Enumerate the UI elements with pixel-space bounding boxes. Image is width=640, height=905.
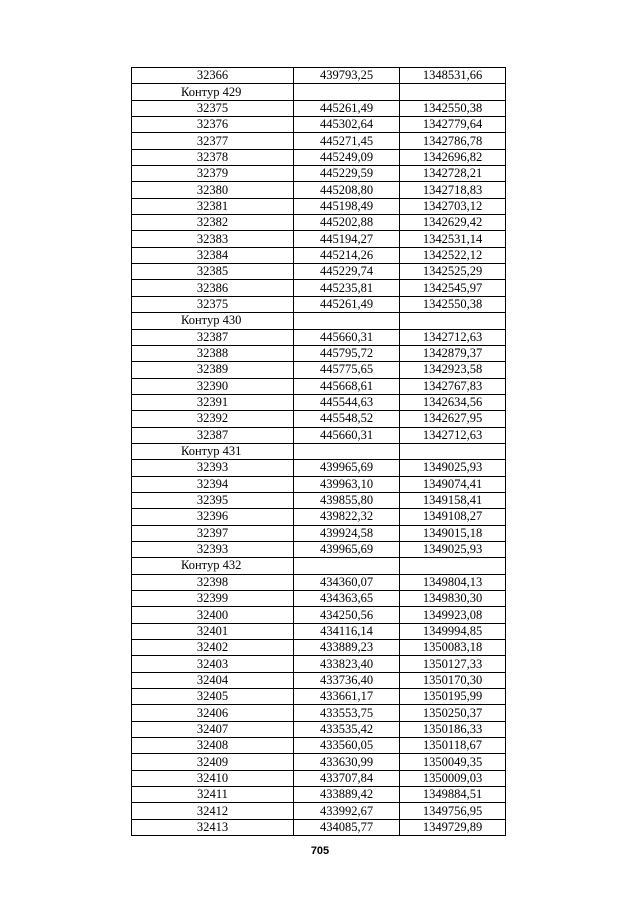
point-number: 32407	[132, 721, 294, 737]
y-coordinate: 1350127,33	[400, 656, 506, 672]
y-coordinate: 1342712,63	[400, 329, 506, 345]
x-coordinate: 445194,27	[294, 231, 400, 247]
table-row	[132, 541, 506, 557]
point-number: 32378	[132, 149, 294, 165]
x-coordinate: 434363,65	[294, 591, 400, 607]
y-coordinate: 1349830,30	[400, 591, 506, 607]
y-coordinate: 1350170,30	[400, 672, 506, 688]
y-coordinate: 1342696,82	[400, 149, 506, 165]
point-number: 32392	[132, 411, 294, 427]
table-row	[132, 623, 506, 639]
table-row	[132, 492, 506, 508]
y-coordinate: 1342634,56	[400, 394, 506, 410]
table-row	[132, 705, 506, 721]
table-row	[132, 231, 506, 247]
table-row	[132, 362, 506, 378]
y-coordinate: 1350186,33	[400, 721, 506, 737]
point-number: 32411	[132, 787, 294, 803]
table-row	[132, 509, 506, 525]
y-coordinate: 1342629,42	[400, 215, 506, 231]
table-row	[132, 640, 506, 656]
point-number: 32398	[132, 574, 294, 590]
table-row	[132, 476, 506, 492]
table-row	[132, 574, 506, 590]
point-number: 32404	[132, 672, 294, 688]
table-row	[132, 264, 506, 280]
x-coordinate: 445660,31	[294, 329, 400, 345]
x-coordinate: 445261,49	[294, 100, 400, 116]
table-row	[132, 803, 506, 819]
x-coordinate: 445668,61	[294, 378, 400, 394]
y-coordinate: 1342718,83	[400, 182, 506, 198]
y-coordinate: 1349158,41	[400, 492, 506, 508]
table-row	[132, 427, 506, 443]
x-coordinate: 434116,14	[294, 623, 400, 639]
y-coordinate: 1350250,37	[400, 705, 506, 721]
page-number: 705	[310, 845, 330, 857]
contour-label: Контур 429	[132, 84, 294, 100]
x-coordinate: 445249,09	[294, 149, 400, 165]
empty-cell	[294, 84, 400, 100]
empty-cell	[294, 313, 400, 329]
point-number: 32390	[132, 378, 294, 394]
table-row	[132, 117, 506, 133]
table-row	[132, 411, 506, 427]
y-coordinate: 1349015,18	[400, 525, 506, 541]
y-coordinate: 1342627,95	[400, 411, 506, 427]
table-row	[132, 754, 506, 770]
point-number: 32393	[132, 460, 294, 476]
x-coordinate: 445302,64	[294, 117, 400, 133]
point-number: 32393	[132, 541, 294, 557]
coordinates-table	[131, 67, 506, 836]
table-row	[132, 166, 506, 182]
y-coordinate: 1342779,64	[400, 117, 506, 133]
x-coordinate: 433553,75	[294, 705, 400, 721]
point-number: 32395	[132, 492, 294, 508]
x-coordinate: 445229,59	[294, 166, 400, 182]
y-coordinate: 1349756,95	[400, 803, 506, 819]
point-number: 32388	[132, 345, 294, 361]
x-coordinate: 445660,31	[294, 427, 400, 443]
x-coordinate: 445271,45	[294, 133, 400, 149]
table-row	[132, 460, 506, 476]
x-coordinate: 433630,99	[294, 754, 400, 770]
contour-header-row	[132, 84, 506, 100]
empty-cell	[294, 558, 400, 574]
point-number: 32410	[132, 770, 294, 786]
x-coordinate: 439855,80	[294, 492, 400, 508]
x-coordinate: 439965,69	[294, 460, 400, 476]
y-coordinate: 1349074,41	[400, 476, 506, 492]
point-number: 32382	[132, 215, 294, 231]
point-number: 32396	[132, 509, 294, 525]
table-row	[132, 329, 506, 345]
x-coordinate: 433661,17	[294, 689, 400, 705]
coordinates-table-body	[132, 68, 506, 836]
point-number: 32413	[132, 819, 294, 835]
table-row	[132, 345, 506, 361]
point-number: 32391	[132, 394, 294, 410]
table-row	[132, 100, 506, 116]
table-row	[132, 182, 506, 198]
point-number: 32376	[132, 117, 294, 133]
x-coordinate: 439924,58	[294, 525, 400, 541]
y-coordinate: 1349729,89	[400, 819, 506, 835]
point-number: 32408	[132, 738, 294, 754]
table-row	[132, 738, 506, 754]
point-number: 32387	[132, 329, 294, 345]
point-number: 32386	[132, 280, 294, 296]
table-row	[132, 198, 506, 214]
point-number: 32402	[132, 640, 294, 656]
point-number: 32397	[132, 525, 294, 541]
y-coordinate: 1342531,14	[400, 231, 506, 247]
contour-header-row	[132, 558, 506, 574]
contour-header-row	[132, 443, 506, 459]
x-coordinate: 434360,07	[294, 574, 400, 590]
y-coordinate: 1342545,97	[400, 280, 506, 296]
point-number: 32385	[132, 264, 294, 280]
x-coordinate: 439793,25	[294, 68, 400, 84]
point-number: 32379	[132, 166, 294, 182]
table-row	[132, 378, 506, 394]
y-coordinate: 1350009,03	[400, 770, 506, 786]
table-row	[132, 689, 506, 705]
contour-label: Контур 431	[132, 443, 294, 459]
table-row	[132, 607, 506, 623]
contour-header-row	[132, 313, 506, 329]
point-number: 32406	[132, 705, 294, 721]
y-coordinate: 1342550,38	[400, 296, 506, 312]
x-coordinate: 433736,40	[294, 672, 400, 688]
point-number: 32400	[132, 607, 294, 623]
empty-cell	[400, 84, 506, 100]
table-row	[132, 296, 506, 312]
y-coordinate: 1342767,83	[400, 378, 506, 394]
y-coordinate: 1342525,29	[400, 264, 506, 280]
empty-cell	[294, 443, 400, 459]
table-row	[132, 133, 506, 149]
point-number: 32383	[132, 231, 294, 247]
table-row	[132, 591, 506, 607]
point-number: 32384	[132, 247, 294, 263]
point-number: 32394	[132, 476, 294, 492]
x-coordinate: 445202,88	[294, 215, 400, 231]
table-row	[132, 394, 506, 410]
x-coordinate: 433560,05	[294, 738, 400, 754]
y-coordinate: 1349025,93	[400, 460, 506, 476]
point-number: 32401	[132, 623, 294, 639]
point-number: 32389	[132, 362, 294, 378]
y-coordinate: 1349994,85	[400, 623, 506, 639]
y-coordinate: 1350083,18	[400, 640, 506, 656]
x-coordinate: 445198,49	[294, 198, 400, 214]
y-coordinate: 1349108,27	[400, 509, 506, 525]
point-number: 32377	[132, 133, 294, 149]
table-row	[132, 149, 506, 165]
contour-label: Контур 432	[132, 558, 294, 574]
y-coordinate: 1342879,37	[400, 345, 506, 361]
y-coordinate: 1342522,12	[400, 247, 506, 263]
x-coordinate: 445235,81	[294, 280, 400, 296]
table-row	[132, 247, 506, 263]
table-row	[132, 68, 506, 84]
table-row	[132, 656, 506, 672]
y-coordinate: 1342703,12	[400, 198, 506, 214]
empty-cell	[400, 313, 506, 329]
point-number: 32405	[132, 689, 294, 705]
y-coordinate: 1349884,51	[400, 787, 506, 803]
y-coordinate: 1350049,35	[400, 754, 506, 770]
table-row	[132, 819, 506, 835]
x-coordinate: 439963,10	[294, 476, 400, 492]
y-coordinate: 1342728,21	[400, 166, 506, 182]
point-number: 32366	[132, 68, 294, 84]
contour-label: Контур 430	[132, 313, 294, 329]
table-row	[132, 215, 506, 231]
y-coordinate: 1350118,67	[400, 738, 506, 754]
y-coordinate: 1349025,93	[400, 541, 506, 557]
point-number: 32375	[132, 296, 294, 312]
point-number: 32412	[132, 803, 294, 819]
x-coordinate: 439965,69	[294, 541, 400, 557]
x-coordinate: 439822,32	[294, 509, 400, 525]
x-coordinate: 434250,56	[294, 607, 400, 623]
x-coordinate: 434085,77	[294, 819, 400, 835]
x-coordinate: 445548,52	[294, 411, 400, 427]
x-coordinate: 433823,40	[294, 656, 400, 672]
x-coordinate: 445544,63	[294, 394, 400, 410]
table-row	[132, 525, 506, 541]
x-coordinate: 445775,65	[294, 362, 400, 378]
x-coordinate: 433992,67	[294, 803, 400, 819]
x-coordinate: 445261,49	[294, 296, 400, 312]
point-number: 32403	[132, 656, 294, 672]
y-coordinate: 1349804,13	[400, 574, 506, 590]
x-coordinate: 433889,42	[294, 787, 400, 803]
point-number: 32380	[132, 182, 294, 198]
x-coordinate: 433889,23	[294, 640, 400, 656]
x-coordinate: 445229,74	[294, 264, 400, 280]
y-coordinate: 1350195,99	[400, 689, 506, 705]
point-number: 32387	[132, 427, 294, 443]
y-coordinate: 1342923,58	[400, 362, 506, 378]
y-coordinate: 1349923,08	[400, 607, 506, 623]
y-coordinate: 1342712,63	[400, 427, 506, 443]
point-number: 32409	[132, 754, 294, 770]
point-number: 32375	[132, 100, 294, 116]
x-coordinate: 433535,42	[294, 721, 400, 737]
table-row	[132, 721, 506, 737]
x-coordinate: 445214,26	[294, 247, 400, 263]
y-coordinate: 1342550,38	[400, 100, 506, 116]
table-row	[132, 787, 506, 803]
point-number: 32381	[132, 198, 294, 214]
empty-cell	[400, 443, 506, 459]
y-coordinate: 1342786,78	[400, 133, 506, 149]
y-coordinate: 1348531,66	[400, 68, 506, 84]
empty-cell	[400, 558, 506, 574]
table-row	[132, 672, 506, 688]
table-row	[132, 770, 506, 786]
point-number: 32399	[132, 591, 294, 607]
x-coordinate: 433707,84	[294, 770, 400, 786]
x-coordinate: 445795,72	[294, 345, 400, 361]
x-coordinate: 445208,80	[294, 182, 400, 198]
table-row	[132, 280, 506, 296]
